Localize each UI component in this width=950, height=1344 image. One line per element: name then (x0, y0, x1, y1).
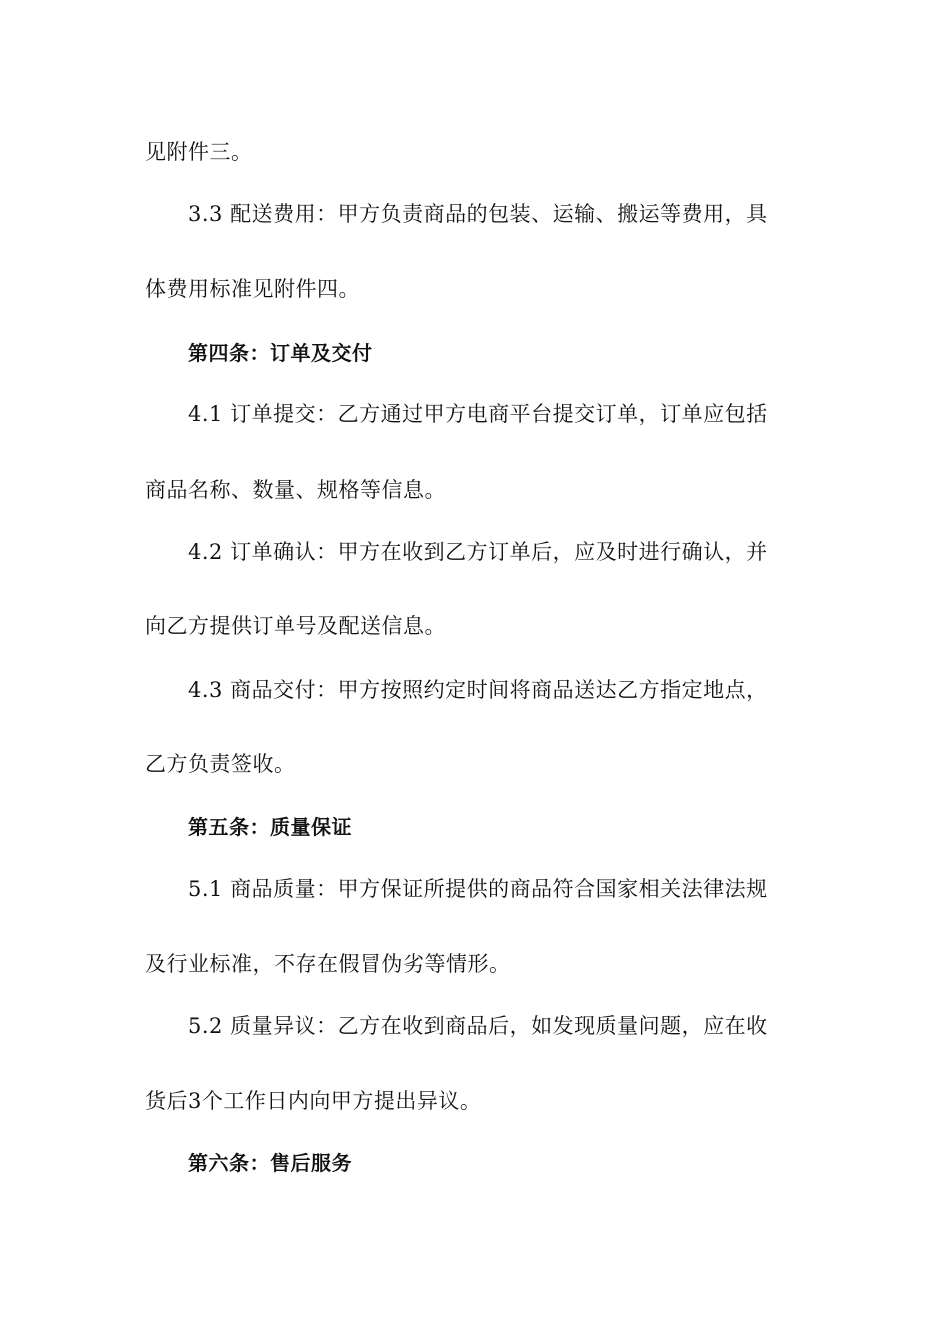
clause-5-1-line: 5.1 商品质量：甲方保证所提供的商品符合国家相关法律法规 (188, 877, 768, 901)
section-heading-article-6: 第六条：售后服务 (188, 1151, 352, 1175)
paragraph-line: 体费用标准见附件四。 (145, 277, 360, 301)
clause-5-2-line: 5.2 质量异议：乙方在收到商品后，如发现质量问题，应在收 (188, 1014, 768, 1038)
paragraph-line: 货后3个工作日内向甲方提出异议。 (145, 1089, 482, 1113)
clause-4-2-line: 4.2 订单确认：甲方在收到乙方订单后，应及时进行确认，并 (188, 540, 768, 564)
clause-3-3-line: 3.3 配送费用：甲方负责商品的包装、运输、搬运等费用，具 (188, 202, 768, 226)
paragraph-line: 乙方负责签收。 (145, 752, 296, 776)
clause-4-1-line: 4.1 订单提交：乙方通过甲方电商平台提交订单，订单应包括 (188, 402, 768, 426)
paragraph-line: 见附件三。 (145, 140, 253, 164)
paragraph-line: 商品名称、数量、规格等信息。 (145, 478, 446, 502)
section-heading-article-4: 第四条：订单及交付 (188, 341, 373, 365)
clause-4-3-line: 4.3 商品交付：甲方按照约定时间将商品送达乙方指定地点， (188, 678, 768, 702)
paragraph-line: 及行业标准，不存在假冒伪劣等情形。 (145, 952, 511, 976)
paragraph-line: 向乙方提供订单号及配送信息。 (145, 614, 446, 638)
section-heading-article-5: 第五条：质量保证 (188, 815, 352, 839)
